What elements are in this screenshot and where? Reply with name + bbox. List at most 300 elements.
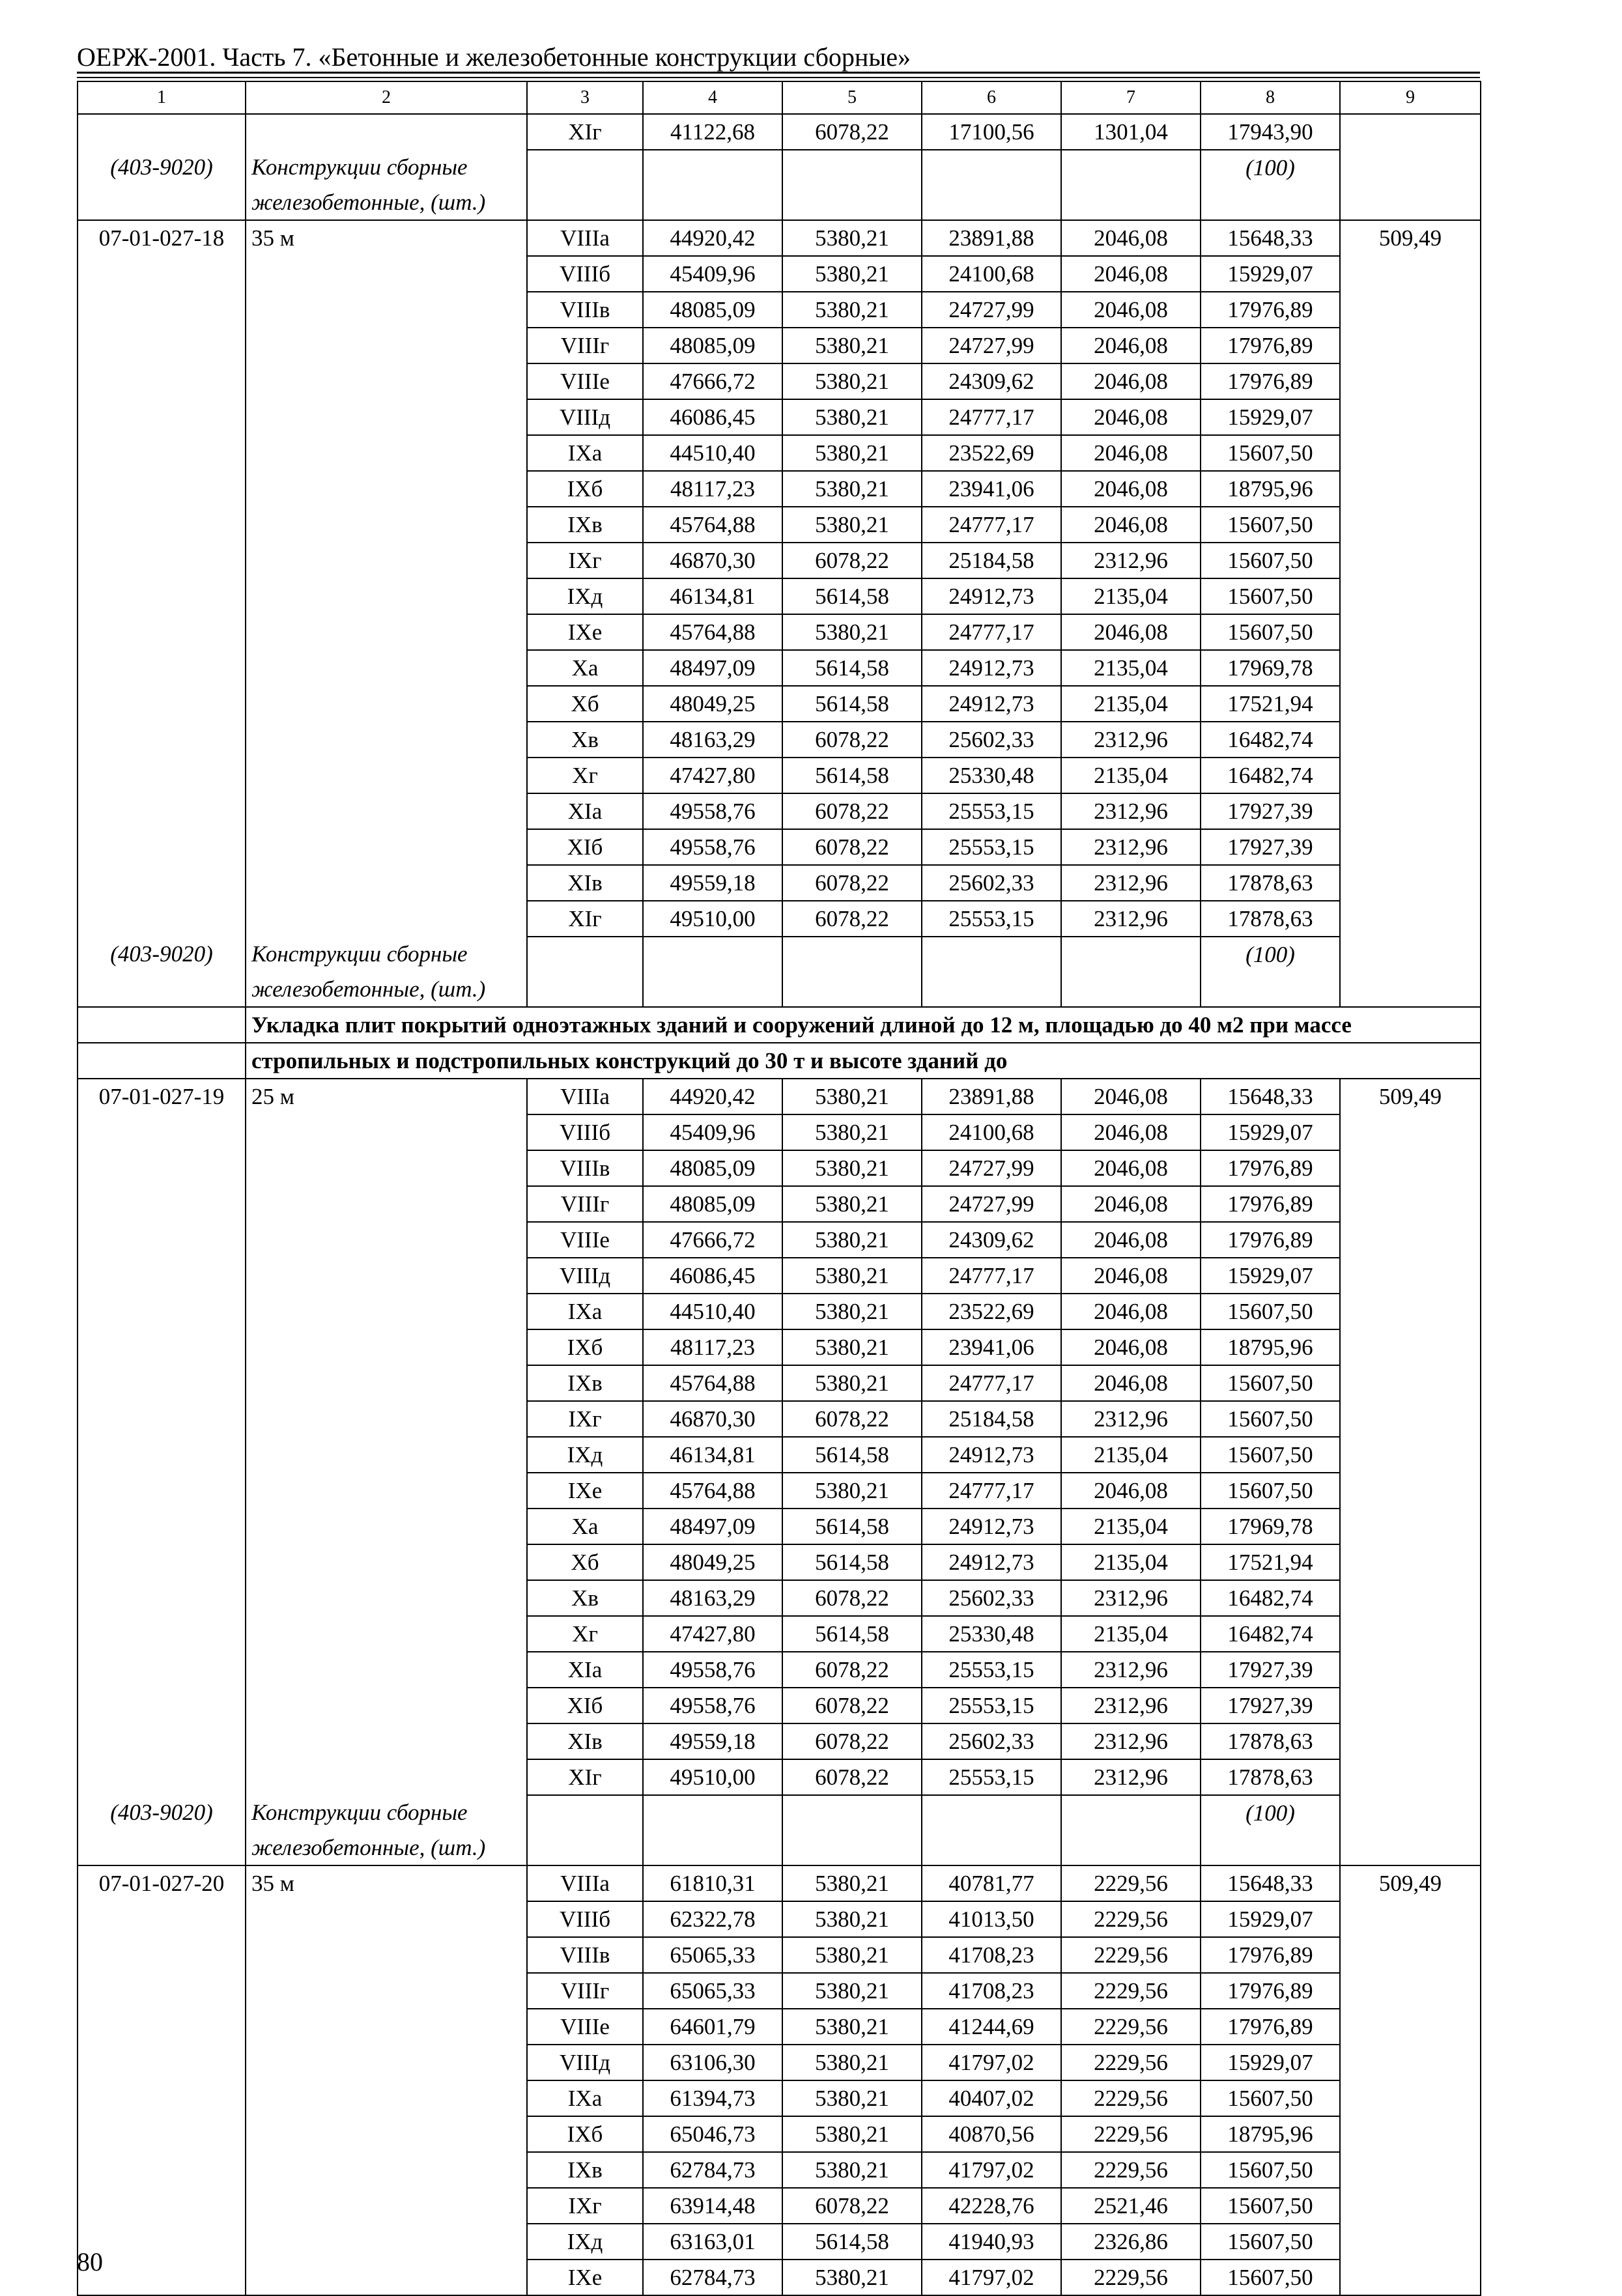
price-table: [77, 81, 1481, 2296]
table-row: [78, 793, 1481, 829]
value-cell: 5380,21: [782, 1365, 922, 1401]
value-cell: 2229,56: [1061, 2080, 1201, 2116]
table-row: [78, 2080, 1481, 2116]
value-cell: 2046,08: [1061, 1473, 1201, 1509]
column-number: 4: [643, 81, 782, 114]
value-cell: 24912,73: [922, 1437, 1061, 1473]
table-row: [78, 1759, 1481, 1795]
value-cell: 2229,56: [1061, 1865, 1201, 1901]
value-cell: 23941,06: [922, 471, 1061, 507]
value-cell: 24727,99: [922, 1150, 1061, 1186]
value-cell: 47666,72: [643, 1222, 782, 1258]
value-cell: 17927,39: [1201, 1652, 1340, 1688]
value-cell: 5380,21: [782, 2080, 922, 2116]
value-cell: 5380,21: [782, 1222, 922, 1258]
material-name: Конструкции сборные: [246, 937, 527, 972]
value-cell: 6078,22: [782, 722, 922, 758]
value-cell: 6078,22: [782, 829, 922, 865]
value-cell: 17976,89: [1201, 1937, 1340, 1973]
table-row: [78, 614, 1481, 650]
value-cell: 17878,63: [1201, 1723, 1340, 1759]
value-cell: 2312,96: [1061, 901, 1201, 937]
value-cell: 44510,40: [643, 435, 782, 471]
grade-cell: XIг: [527, 1759, 643, 1795]
value-cell: 49559,18: [643, 1723, 782, 1759]
value-cell: 2135,04: [1061, 1544, 1201, 1580]
grade-cell: IXд: [527, 1437, 643, 1473]
name-cell: 35 м: [246, 220, 527, 256]
value-cell: 41797,02: [922, 2260, 1061, 2295]
value-cell: 2046,08: [1061, 328, 1201, 363]
value-cell: 5614,58: [782, 758, 922, 793]
value-cell: 5380,21: [782, 471, 922, 507]
value-cell: 65046,73: [643, 2116, 782, 2152]
value-cell: 25184,58: [922, 543, 1061, 578]
table-row: [78, 1222, 1481, 1258]
value-cell: 5380,21: [782, 614, 922, 650]
value-cell: 16482,74: [1201, 722, 1340, 758]
value-cell: 24912,73: [922, 650, 1061, 686]
value-cell: 5380,21: [782, 1473, 922, 1509]
value-cell: 17943,90: [1201, 114, 1340, 150]
value-cell: 5380,21: [782, 1079, 922, 1114]
value-cell: 15607,50: [1201, 2260, 1340, 2295]
value-cell: 17878,63: [1201, 865, 1340, 901]
value-cell: 6078,22: [782, 1723, 922, 1759]
value-cell: 6078,22: [782, 114, 922, 150]
material-name: Конструкции сборные: [246, 1795, 527, 1830]
value-cell: 5380,21: [782, 292, 922, 328]
value-cell: 15607,50: [1201, 1473, 1340, 1509]
grade-cell: XIг: [527, 114, 643, 150]
material-code: (403-9020): [78, 1795, 246, 1830]
value-cell: 17969,78: [1201, 650, 1340, 686]
value-cell: 41244,69: [922, 2009, 1061, 2045]
value-cell: 47666,72: [643, 363, 782, 399]
value-cell: 6078,22: [782, 793, 922, 829]
value-cell: 45764,88: [643, 614, 782, 650]
table-row: [78, 1937, 1481, 1973]
material-name: железобетонные, (шт.): [246, 1830, 527, 1865]
value-cell: 2229,56: [1061, 2116, 1201, 2152]
table-row: [78, 1616, 1481, 1652]
value-cell: 23891,88: [922, 1079, 1061, 1114]
value-cell: 15929,07: [1201, 399, 1340, 435]
value-cell: 5380,21: [782, 1150, 922, 1186]
value-cell: 17878,63: [1201, 901, 1340, 937]
value-cell: 15607,50: [1201, 1365, 1340, 1401]
value-cell: 5614,58: [782, 650, 922, 686]
value-cell: 2312,96: [1061, 722, 1201, 758]
value-cell: 24777,17: [922, 1258, 1061, 1294]
value-cell: 5380,21: [782, 2009, 922, 2045]
value-cell: 48085,09: [643, 1150, 782, 1186]
material-row: [78, 150, 1481, 185]
grade-cell: IXа: [527, 1294, 643, 1329]
value-cell: 2046,08: [1061, 1365, 1201, 1401]
table-row: [78, 1723, 1481, 1759]
grade-cell: Xв: [527, 722, 643, 758]
section-title-row: [78, 1007, 1481, 1043]
grade-cell: XIв: [527, 865, 643, 901]
value-cell: 48497,09: [643, 650, 782, 686]
grade-cell: XIв: [527, 1723, 643, 1759]
value-cell: 24777,17: [922, 1473, 1061, 1509]
grade-cell: VIIIб: [527, 1114, 643, 1150]
grade-cell: IXа: [527, 435, 643, 471]
value-cell: 17976,89: [1201, 363, 1340, 399]
value-cell: 2046,08: [1061, 1186, 1201, 1222]
value-cell: 2229,56: [1061, 1901, 1201, 1937]
value-cell: 2046,08: [1061, 1222, 1201, 1258]
table-row: [78, 256, 1481, 292]
value-cell: 2046,08: [1061, 1294, 1201, 1329]
value-cell: 24727,99: [922, 292, 1061, 328]
value-cell: 46870,30: [643, 543, 782, 578]
value-cell: 5614,58: [782, 1616, 922, 1652]
value-cell: 16482,74: [1201, 758, 1340, 793]
grade-cell: VIIIг: [527, 1186, 643, 1222]
table-row: [78, 2116, 1481, 2152]
value-cell: 24912,73: [922, 578, 1061, 614]
value-cell: 44510,40: [643, 1294, 782, 1329]
value-cell: 5380,21: [782, 1973, 922, 2009]
value-cell: 25553,15: [922, 1652, 1061, 1688]
table-row: [78, 1079, 1481, 1114]
grade-cell: IXд: [527, 2224, 643, 2260]
material-code: (403-9020): [78, 937, 246, 972]
value-cell: 2046,08: [1061, 1150, 1201, 1186]
grade-cell: VIIIа: [527, 1079, 643, 1114]
name-cell: 25 м: [246, 1079, 527, 1114]
grade-cell: VIIIг: [527, 328, 643, 363]
value-cell: 17976,89: [1201, 1222, 1340, 1258]
grade-cell: IXв: [527, 2152, 643, 2188]
table-row: [78, 2009, 1481, 2045]
value-cell: 2229,56: [1061, 2045, 1201, 2080]
value-cell: 5380,21: [782, 507, 922, 543]
table-row: [78, 1365, 1481, 1401]
value-cell: 17976,89: [1201, 1973, 1340, 2009]
value-cell: 62784,73: [643, 2260, 782, 2295]
value-cell: 44920,42: [643, 1079, 782, 1114]
value-cell: 2229,56: [1061, 2009, 1201, 2045]
material-row: [78, 972, 1481, 1007]
value-cell: 25553,15: [922, 1688, 1061, 1723]
value-cell: 25602,33: [922, 865, 1061, 901]
grade-cell: Xг: [527, 758, 643, 793]
material-name: Конструкции сборные: [246, 150, 527, 185]
grade-cell: IXг: [527, 543, 643, 578]
value-cell: 17976,89: [1201, 292, 1340, 328]
value-cell: 5614,58: [782, 686, 922, 722]
column-number: 6: [922, 81, 1061, 114]
value-cell: 45764,88: [643, 1365, 782, 1401]
value-cell: 49558,76: [643, 1652, 782, 1688]
table-row: [78, 1150, 1481, 1186]
value-cell: 48049,25: [643, 1544, 782, 1580]
labor-cell: 509,49: [1340, 1079, 1481, 1114]
column-number: 3: [527, 81, 643, 114]
value-cell: 41797,02: [922, 2045, 1061, 2080]
table-row: [78, 1973, 1481, 2009]
value-cell: 65065,33: [643, 1937, 782, 1973]
value-cell: 17976,89: [1201, 2009, 1340, 2045]
value-cell: 2326,86: [1061, 2224, 1201, 2260]
value-cell: 49558,76: [643, 1688, 782, 1723]
grade-cell: VIIIд: [527, 1258, 643, 1294]
value-cell: 2312,96: [1061, 793, 1201, 829]
value-cell: 24912,73: [922, 1544, 1061, 1580]
grade-cell: XIб: [527, 829, 643, 865]
column-number: 2: [246, 81, 527, 114]
grade-cell: IXб: [527, 2116, 643, 2152]
value-cell: 24777,17: [922, 614, 1061, 650]
grade-cell: Xа: [527, 650, 643, 686]
value-cell: 49558,76: [643, 793, 782, 829]
value-cell: 48049,25: [643, 686, 782, 722]
value-cell: 2046,08: [1061, 1329, 1201, 1365]
grade-cell: VIIIв: [527, 292, 643, 328]
value-cell: 15607,50: [1201, 578, 1340, 614]
grade-cell: IXе: [527, 614, 643, 650]
value-cell: 41797,02: [922, 2152, 1061, 2188]
value-cell: 2229,56: [1061, 2260, 1201, 2295]
value-cell: 5380,21: [782, 1258, 922, 1294]
table-row: [78, 1294, 1481, 1329]
value-cell: 48163,29: [643, 1580, 782, 1616]
value-cell: 5380,21: [782, 1865, 922, 1901]
value-cell: 2312,96: [1061, 829, 1201, 865]
table-row: [78, 1401, 1481, 1437]
value-cell: 24309,62: [922, 363, 1061, 399]
value-cell: 6078,22: [782, 543, 922, 578]
value-cell: 46086,45: [643, 399, 782, 435]
value-cell: 15929,07: [1201, 1114, 1340, 1150]
column-number-row: [78, 81, 1481, 114]
grade-cell: IXв: [527, 507, 643, 543]
grade-cell: VIIIд: [527, 2045, 643, 2080]
value-cell: 17878,63: [1201, 1759, 1340, 1795]
value-cell: 15929,07: [1201, 256, 1340, 292]
value-cell: 17927,39: [1201, 793, 1340, 829]
value-cell: 40407,02: [922, 2080, 1061, 2116]
value-cell: 2229,56: [1061, 2152, 1201, 2188]
value-cell: 40781,77: [922, 1865, 1061, 1901]
table-row: [78, 901, 1481, 937]
material-norm: (100): [1201, 150, 1340, 185]
value-cell: 2312,96: [1061, 1723, 1201, 1759]
grade-cell: IXв: [527, 1365, 643, 1401]
value-cell: 18795,96: [1201, 2116, 1340, 2152]
value-cell: 5614,58: [782, 1509, 922, 1544]
value-cell: 17969,78: [1201, 1509, 1340, 1544]
grade-cell: Xа: [527, 1509, 643, 1544]
value-cell: 2521,46: [1061, 2188, 1201, 2224]
value-cell: 15648,33: [1201, 220, 1340, 256]
value-cell: 25330,48: [922, 758, 1061, 793]
grade-cell: VIIIе: [527, 1222, 643, 1258]
value-cell: 40870,56: [922, 2116, 1061, 2152]
value-cell: 24912,73: [922, 1509, 1061, 1544]
value-cell: 17927,39: [1201, 829, 1340, 865]
table-row: [78, 399, 1481, 435]
value-cell: 49559,18: [643, 865, 782, 901]
value-cell: 2312,96: [1061, 1759, 1201, 1795]
grade-cell: VIIIв: [527, 1150, 643, 1186]
value-cell: 2046,08: [1061, 220, 1201, 256]
value-cell: 2312,96: [1061, 1401, 1201, 1437]
value-cell: 16482,74: [1201, 1580, 1340, 1616]
value-cell: 5614,58: [782, 578, 922, 614]
table-row: [78, 1329, 1481, 1365]
value-cell: 63163,01: [643, 2224, 782, 2260]
value-cell: 6078,22: [782, 901, 922, 937]
value-cell: 25553,15: [922, 901, 1061, 937]
value-cell: 6078,22: [782, 1401, 922, 1437]
table-row: [78, 435, 1481, 471]
value-cell: 49510,00: [643, 901, 782, 937]
value-cell: 24727,99: [922, 328, 1061, 363]
value-cell: 41708,23: [922, 1937, 1061, 1973]
grade-cell: VIIIе: [527, 363, 643, 399]
value-cell: 15607,50: [1201, 2080, 1340, 2116]
value-cell: 45409,96: [643, 256, 782, 292]
material-row: [78, 937, 1481, 972]
value-cell: 2046,08: [1061, 614, 1201, 650]
value-cell: 41013,50: [922, 1901, 1061, 1937]
value-cell: 49510,00: [643, 1759, 782, 1795]
value-cell: 46134,81: [643, 578, 782, 614]
value-cell: 2312,96: [1061, 1580, 1201, 1616]
grade-cell: VIIIа: [527, 220, 643, 256]
material-code: (403-9020): [78, 150, 246, 185]
value-cell: 2312,96: [1061, 1652, 1201, 1688]
value-cell: 15607,50: [1201, 1401, 1340, 1437]
grade-cell: IXб: [527, 471, 643, 507]
grade-cell: Xв: [527, 1580, 643, 1616]
table-row: [78, 1544, 1481, 1580]
value-cell: 15648,33: [1201, 1079, 1340, 1114]
value-cell: 23522,69: [922, 1294, 1061, 1329]
table-row: [78, 2152, 1481, 2188]
grade-cell: Xг: [527, 1616, 643, 1652]
table-row: [78, 686, 1481, 722]
value-cell: 5380,21: [782, 256, 922, 292]
value-cell: 2135,04: [1061, 1509, 1201, 1544]
value-cell: 24777,17: [922, 399, 1061, 435]
value-cell: 24912,73: [922, 686, 1061, 722]
grade-cell: VIIIа: [527, 1865, 643, 1901]
table-row: [78, 758, 1481, 793]
value-cell: 24309,62: [922, 1222, 1061, 1258]
value-cell: 25602,33: [922, 722, 1061, 758]
value-cell: 5380,21: [782, 1294, 922, 1329]
value-cell: 2135,04: [1061, 1437, 1201, 1473]
grade-cell: VIIIб: [527, 256, 643, 292]
grade-cell: IXг: [527, 1401, 643, 1437]
value-cell: 49558,76: [643, 829, 782, 865]
value-cell: 2046,08: [1061, 1258, 1201, 1294]
value-cell: 15607,50: [1201, 1294, 1340, 1329]
value-cell: 2229,56: [1061, 1973, 1201, 2009]
value-cell: 6078,22: [782, 2188, 922, 2224]
value-cell: 41940,93: [922, 2224, 1061, 2260]
value-cell: 63914,48: [643, 2188, 782, 2224]
value-cell: 5614,58: [782, 1544, 922, 1580]
grade-cell: XIа: [527, 793, 643, 829]
value-cell: 64601,79: [643, 2009, 782, 2045]
value-cell: 15929,07: [1201, 2045, 1340, 2080]
value-cell: 48085,09: [643, 1186, 782, 1222]
value-cell: 18795,96: [1201, 471, 1340, 507]
value-cell: 6078,22: [782, 1688, 922, 1723]
value-cell: 15607,50: [1201, 2224, 1340, 2260]
value-cell: 5380,21: [782, 1329, 922, 1365]
material-row: [78, 1830, 1481, 1865]
value-cell: 5380,21: [782, 328, 922, 363]
value-cell: 2135,04: [1061, 650, 1201, 686]
value-cell: 1301,04: [1061, 114, 1201, 150]
material-norm: (100): [1201, 937, 1340, 972]
value-cell: 63106,30: [643, 2045, 782, 2080]
value-cell: 17927,39: [1201, 1688, 1340, 1723]
value-cell: 5380,21: [782, 1937, 922, 1973]
value-cell: 24777,17: [922, 507, 1061, 543]
value-cell: 2229,56: [1061, 1937, 1201, 1973]
value-cell: 62322,78: [643, 1901, 782, 1937]
grade-cell: Xб: [527, 1544, 643, 1580]
table-row: [78, 1258, 1481, 1294]
value-cell: 2135,04: [1061, 1616, 1201, 1652]
value-cell: 15607,50: [1201, 614, 1340, 650]
value-cell: 5380,21: [782, 1114, 922, 1150]
value-cell: 15648,33: [1201, 1865, 1340, 1901]
table-row: [78, 1580, 1481, 1616]
value-cell: 48163,29: [643, 722, 782, 758]
column-number: 1: [78, 81, 246, 114]
value-cell: 17976,89: [1201, 1186, 1340, 1222]
value-cell: 17521,94: [1201, 1544, 1340, 1580]
table-row: [78, 1509, 1481, 1544]
value-cell: 61810,31: [643, 1865, 782, 1901]
material-name: железобетонные, (шт.): [246, 185, 527, 220]
value-cell: 5380,21: [782, 2045, 922, 2080]
value-cell: 2312,96: [1061, 1688, 1201, 1723]
grade-cell: XIа: [527, 1652, 643, 1688]
value-cell: 5380,21: [782, 399, 922, 435]
value-cell: 2046,08: [1061, 399, 1201, 435]
value-cell: 24727,99: [922, 1186, 1061, 1222]
table-row: [78, 1114, 1481, 1150]
value-cell: 2312,96: [1061, 865, 1201, 901]
table-row: [78, 578, 1481, 614]
value-cell: 15607,50: [1201, 435, 1340, 471]
value-cell: 2046,08: [1061, 1114, 1201, 1150]
value-cell: 25330,48: [922, 1616, 1061, 1652]
name-cell: 35 м: [246, 1865, 527, 1901]
grade-cell: VIIIв: [527, 1937, 643, 1973]
value-cell: 2135,04: [1061, 686, 1201, 722]
value-cell: 23522,69: [922, 435, 1061, 471]
value-cell: 25553,15: [922, 1759, 1061, 1795]
table-row: [78, 363, 1481, 399]
value-cell: 2046,08: [1061, 363, 1201, 399]
table-row: [78, 328, 1481, 363]
value-cell: 24100,68: [922, 256, 1061, 292]
value-cell: 46134,81: [643, 1437, 782, 1473]
value-cell: 15607,50: [1201, 543, 1340, 578]
